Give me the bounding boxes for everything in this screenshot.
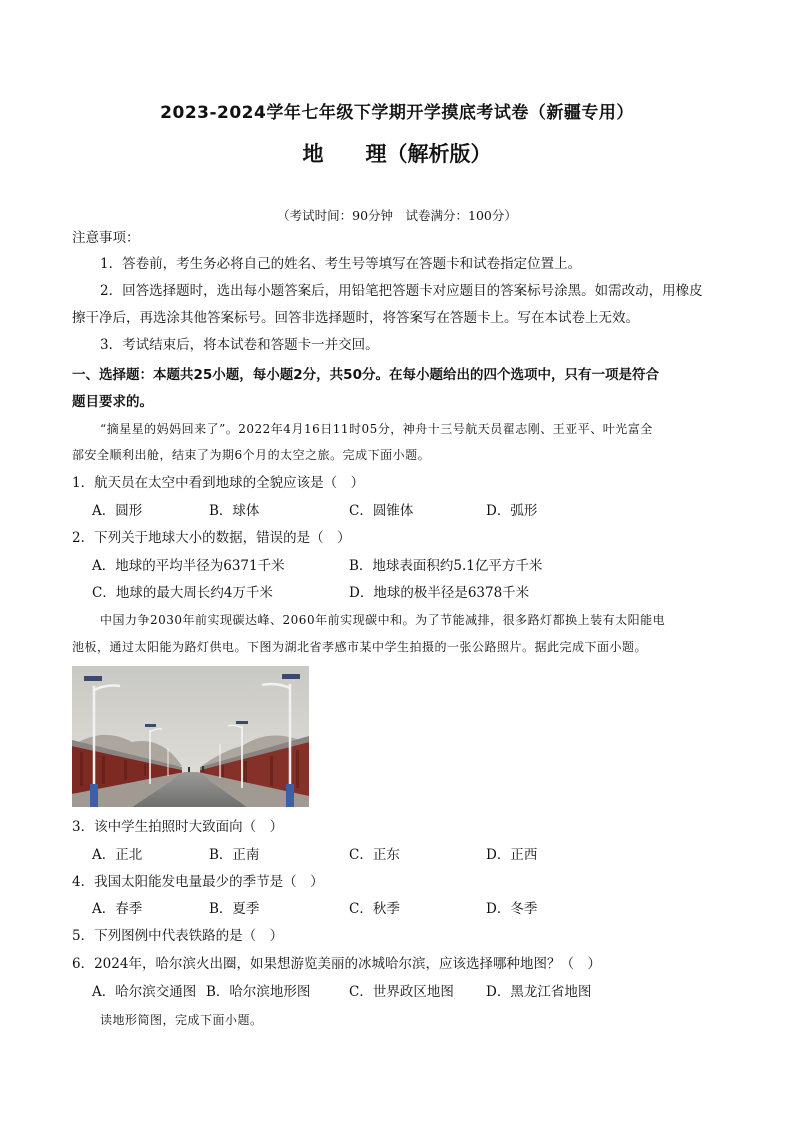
question-1-option-d: D．弧形 xyxy=(486,503,538,519)
exam-info: （考试时间：90分钟 试卷满分：100分） xyxy=(277,208,517,223)
notes-item-2-line-1: 2．回答选择题时，选出每小题答案后，用铅笔把答题卡对应题目的答案标号涂黑。如需改动，用橡皮 xyxy=(100,283,703,299)
question-4-option-c: C．秋季 xyxy=(349,901,400,917)
question-6-option-c: C．世界政区地图 xyxy=(349,984,454,1000)
question-4-option-a: A．春季 xyxy=(92,901,143,917)
question-5-stem: 5．下列图例中代表铁路的是（ ） xyxy=(72,928,284,944)
passage-2-line-1: 中国力争2030年前实现碳达峰、2060年前实现碳中和。为了节能减排，很多路灯都换上装有太阳能电 xyxy=(100,613,666,627)
notes-item-1: 1．答卷前，考生务必将自己的姓名、考生号等填写在答题卡和试卷指定位置上。 xyxy=(100,256,582,272)
question-2-stem: 2．下列关于地球大小的数据，错误的是（ ） xyxy=(72,530,351,546)
question-4-stem: 4．我国太阳能发电量最少的季节是（ ） xyxy=(72,874,324,890)
question-1-option-b: B．球体 xyxy=(209,503,260,519)
question-3-option-d: D．正西 xyxy=(486,847,538,863)
passage-1-line-1: “摘星星的妈妈回来了”。2022年4月16日11时05分，神舟十三号航天员翟志刚、王亚平、叶光富全 xyxy=(100,422,653,436)
question-2-option-d: D．地球的极半径是6378千米 xyxy=(349,585,530,601)
question-3-option-b: B．正南 xyxy=(209,847,260,863)
question-6-stem: 6．2024年，哈尔滨火出圈，如果想游览美丽的冰城哈尔滨，应该选择哪种地图？（ ） xyxy=(72,956,601,972)
question-1-option-c: C．圆锥体 xyxy=(349,503,414,519)
question-6-option-b: B．哈尔滨地形图 xyxy=(206,984,311,1000)
question-1-option-a: A．圆形 xyxy=(92,503,143,519)
subject-title: 地 理（解析版） xyxy=(302,142,492,166)
question-2-option-c: C．地球的最大周长约4万千米 xyxy=(92,585,273,601)
question-3-option-a: A．正北 xyxy=(92,847,143,863)
notes-item-2-line-2: 擦干净后，再选涂其他答案标号。回答非选择题时，将答案写在答题卡上。写在本试卷上无效。 xyxy=(72,310,639,326)
question-2-option-b: B．地球表面积约5.1亿平方千米 xyxy=(349,558,543,574)
notes-heading: 注意事项： xyxy=(72,230,140,246)
question-6-option-a: A．哈尔滨交通图 xyxy=(92,984,197,1000)
road-photo xyxy=(72,666,309,807)
question-2-option-a: A．地球的平均半径为6371千米 xyxy=(92,558,285,574)
exam-title: 2023-2024学年七年级下学期开学摸底考试卷（新疆专用） xyxy=(160,103,634,123)
section-heading-line-1: 一、选择题：本题共25小题，每小题2分，共50分。在每小题给出的四个选项中，只有一项是符合 xyxy=(72,367,659,383)
notes-item-3: 3．考试结束后，将本试卷和答题卡一并交回。 xyxy=(100,337,379,353)
question-3-option-c: C．正东 xyxy=(349,847,400,863)
question-3-stem: 3．该中学生拍照时大致面向（ ） xyxy=(72,819,284,835)
section-heading-line-2: 题目要求的。 xyxy=(72,394,153,410)
question-1-stem: 1．航天员在太空中看到地球的全貌应该是（ ） xyxy=(72,475,365,491)
passage-2-line-2: 池板，通过太阳能为路灯供电。下图为湖北省孝感市某中学生拍摄的一张公路照片。据此完成下面小题。 xyxy=(72,640,648,654)
question-4-option-d: D．冬季 xyxy=(486,901,538,917)
passage-3-line-1: 读地形简图，完成下面小题。 xyxy=(100,1013,263,1027)
question-4-option-b: B．夏季 xyxy=(209,901,260,917)
passage-1-line-2: 部安全顺利出舱，结束了为期6个月的太空之旅。完成下面小题。 xyxy=(72,448,431,462)
question-6-option-d: D．黑龙江省地图 xyxy=(486,984,592,1000)
